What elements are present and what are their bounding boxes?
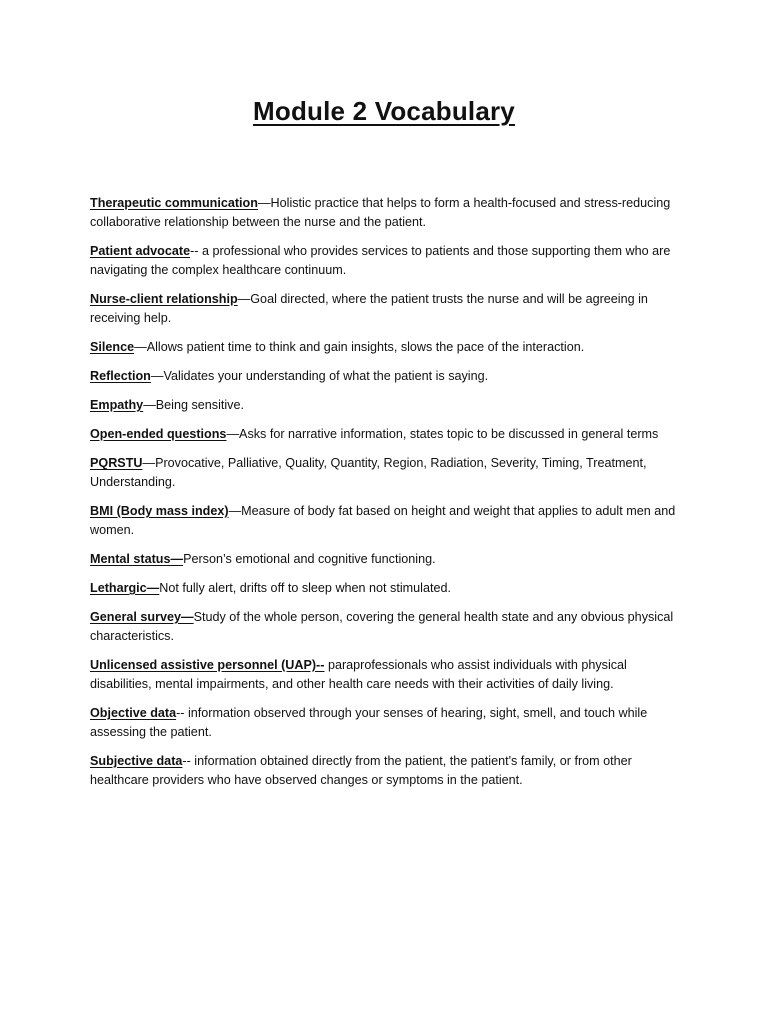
vocab-term: Objective data xyxy=(90,706,177,720)
vocab-entry xyxy=(90,194,682,232)
vocab-entry xyxy=(90,425,682,444)
vocab-term: Reflection xyxy=(90,369,151,383)
vocab-entry xyxy=(90,338,682,357)
vocab-term: Subjective data xyxy=(90,754,183,768)
vocab-definition: —Allows patient time to think and gain insights, slows the pace of the interaction. xyxy=(134,340,585,354)
vocab-entry xyxy=(90,242,682,280)
vocab-term: Empathy xyxy=(90,398,144,412)
vocab-definition: Person’s emotional and cognitive functioning. xyxy=(183,552,436,566)
vocab-term: Mental status— xyxy=(90,552,184,566)
vocab-definition: —Asks for narrative information, states topic to be discussed in general terms xyxy=(226,427,659,441)
vocabulary-list xyxy=(90,194,682,800)
vocab-definition: -- information observed through your senses of hearing, sight, smell, and touch while assessing the patient. xyxy=(90,706,648,739)
vocab-entry xyxy=(90,454,682,492)
vocab-definition: -- a professional who provides services to patients and those supporting them who are navigating the complex healthcare continuum. xyxy=(90,244,671,277)
vocab-term: PQRSTU xyxy=(90,456,143,470)
vocab-definition: paraprofessionals who assist individuals with physical disabilities, mental impairments, and other health care needs with their activities of daily living. xyxy=(90,658,627,691)
vocab-entry xyxy=(90,656,682,694)
vocab-term: Therapeutic communication xyxy=(90,196,258,210)
vocab-definition: Study of the whole person, covering the general health state and any obvious physical characteristics. xyxy=(90,610,674,643)
vocab-definition: —Being sensitive. xyxy=(143,398,244,412)
vocab-term: General survey— xyxy=(90,610,194,624)
vocab-entry xyxy=(90,704,682,742)
vocab-term: Silence xyxy=(90,340,135,354)
vocab-definition: —Provocative, Palliative, Quality, Quantity, Region, Radiation, Severity, Timing, Treatment, Understanding. xyxy=(90,456,647,489)
vocab-term: Patient advocate xyxy=(90,244,191,258)
vocab-entry xyxy=(90,608,682,646)
vocab-term: Unlicensed assistive personnel (UAP)-- xyxy=(90,658,325,672)
vocab-definition: -- information obtained directly from the patient, the patient's family, or from other healthcare providers who have observed changes or symptoms in the patient. xyxy=(90,754,632,787)
vocab-entry xyxy=(90,752,682,790)
vocab-definition: —Holistic practice that helps to form a health-focused and stress-reducing collaborative relationship between the nurse and the patient. xyxy=(90,196,671,229)
vocab-definition: —Goal directed, where the patient trusts the nurse and will be agreeing in receiving help. xyxy=(90,292,648,325)
vocab-entry xyxy=(90,579,682,598)
vocab-entry xyxy=(90,396,682,415)
vocab-definition: —Validates your understanding of what the patient is saying. xyxy=(150,369,489,383)
vocab-term: Open-ended questions xyxy=(90,427,227,441)
vocab-definition: —Measure of body fat based on height and weight that applies to adult men and women. xyxy=(90,504,676,537)
vocab-term: Lethargic— xyxy=(90,581,160,595)
vocab-term: BMI (Body mass index) xyxy=(90,504,229,518)
page-title: Module 2 Vocabulary xyxy=(253,96,515,126)
vocab-entry xyxy=(90,290,682,328)
vocab-entry xyxy=(90,367,682,386)
vocab-entry xyxy=(90,502,682,540)
vocab-entry xyxy=(90,550,682,569)
vocab-definition: Not fully alert, drifts off to sleep when not stimulated. xyxy=(159,581,451,595)
vocab-term: Nurse-client relationship xyxy=(90,292,238,306)
